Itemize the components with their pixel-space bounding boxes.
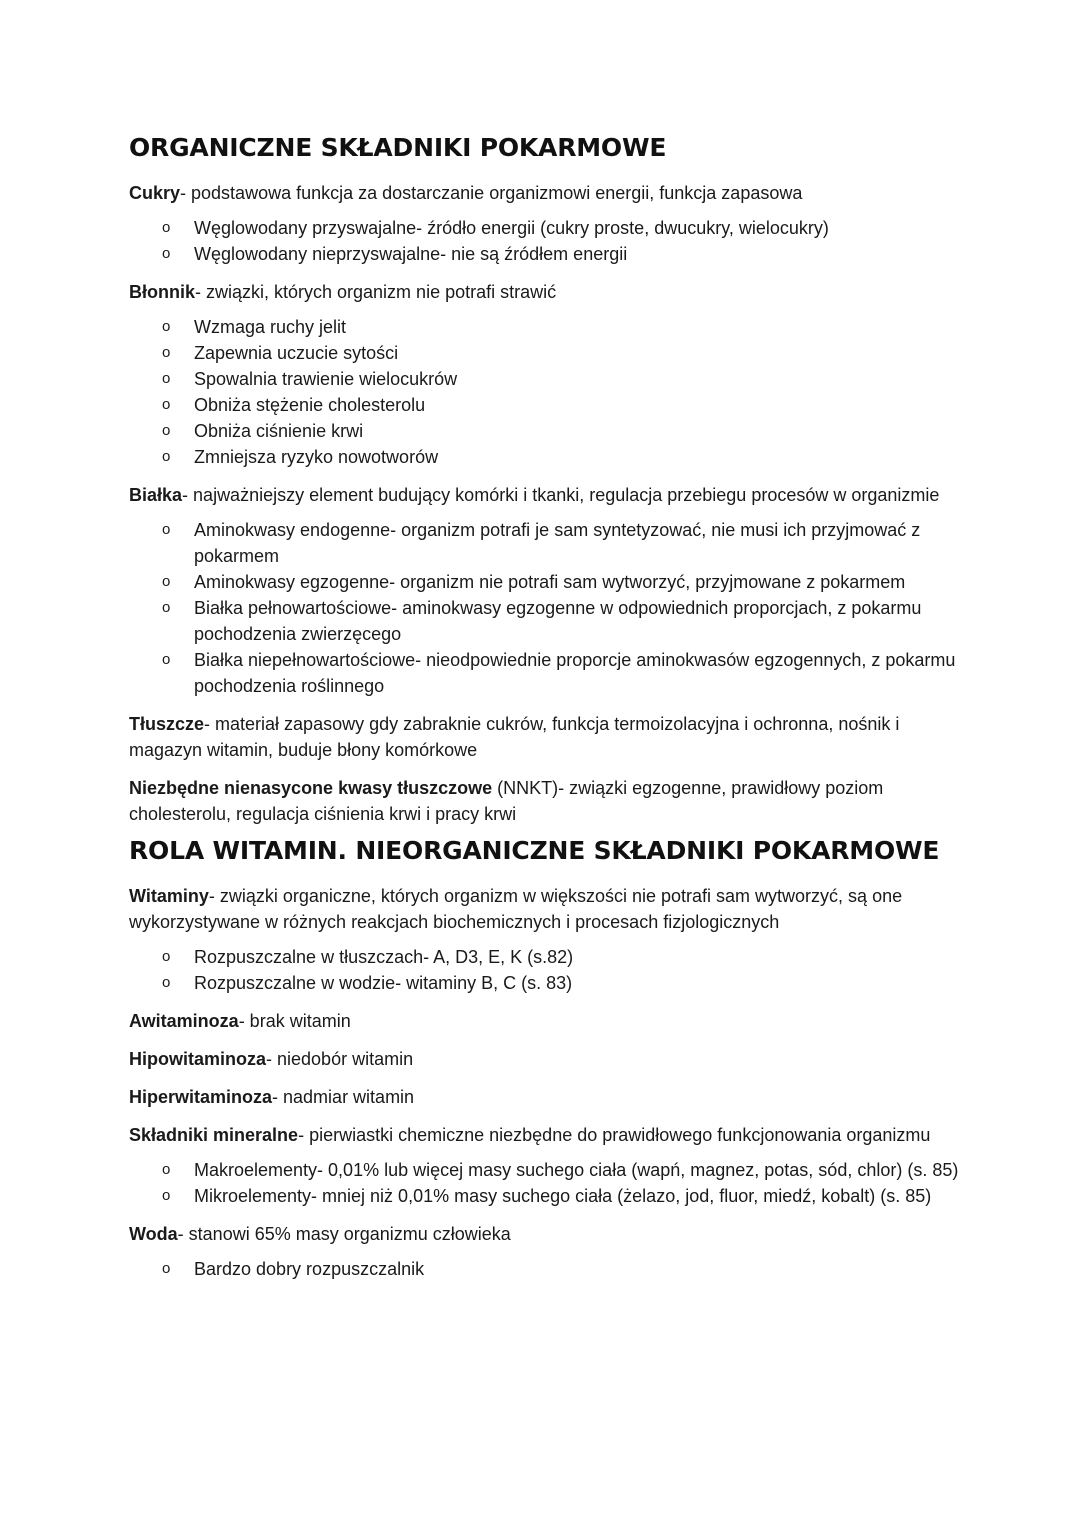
list-witaminy: [129, 944, 969, 996]
definition-nnkt: [129, 775, 969, 827]
list-bialka: [129, 517, 969, 699]
term-tluszcze: Tłuszcze: [129, 714, 205, 734]
term-bialka: Białka: [129, 485, 183, 505]
list-item: o Mikroelementy- mniej niż 0,01% masy suchego ciała (żelazo, jod, fluor, miedź, kobalt) (s. 85): [129, 1183, 969, 1209]
bullet-icon: o: [162, 344, 171, 361]
list-item: o Aminokwasy endogenne- organizm potrafi je sam syntetyzować, nie musi ich przyjmować z pokarmem: [129, 517, 969, 569]
list-item: o Obniża stężenie cholesterolu: [129, 392, 969, 418]
definition-text-cukry: - podstawowa funkcja za dostarczanie organizmowi energii, funkcja zapasowa: [180, 183, 803, 203]
list-item: o Węglowodany przyswajalne- źródło energii (cukry proste, dwucukry, wielocukry): [129, 215, 969, 241]
definition-witaminy: [129, 883, 969, 935]
document-page: [129, 128, 969, 1282]
bullet-icon: o: [162, 245, 171, 262]
definition-text-witaminy: - związki organiczne, których organizm w większości nie potrafi sam wytworzyć, są one wykorzystywane w różnych reakcjach biochemicznych i procesach fizjologicznych: [129, 886, 903, 932]
bullet-icon: o: [162, 948, 171, 965]
bullet-icon: o: [162, 370, 171, 387]
definition-text-blonnik: - związki, których organizm nie potrafi strawić: [195, 282, 557, 302]
list-item: o Białka pełnowartościowe- aminokwasy egzogenne w odpowiednich proporcjach, z pokarmu pochodzenia zwierzęcego: [129, 595, 969, 647]
list-item: o Zapewnia uczucie sytości: [129, 340, 969, 366]
term-cukry: Cukry: [129, 183, 181, 203]
definition-hiperwitaminoza: Hiperwitaminoza- nadmiar witamin: [129, 1087, 415, 1107]
term-awitaminoza: Awitaminoza: [129, 1011, 239, 1031]
list-item: o Aminokwasy egzogenne- organizm nie potrafi sam wytworzyć, przyjmowane z pokarmem: [129, 569, 969, 595]
term-woda: Woda: [129, 1224, 178, 1244]
bullet-icon: o: [162, 1161, 171, 1178]
definition-blonnik: [129, 279, 969, 305]
list-item: o Rozpuszczalne w wodzie- witaminy B, C (s. 83): [129, 970, 969, 996]
list-item: o Rozpuszczalne w tłuszczach- A, D3, E, K (s.82): [129, 944, 969, 970]
list-blonnik: [129, 314, 969, 470]
bullet-icon: o: [162, 396, 171, 413]
term-blonnik: Błonnik: [129, 282, 195, 302]
list-item: o Węglowodany nieprzyswajalne- nie są źródłem energii: [129, 241, 969, 267]
bullet-icon: o: [162, 422, 171, 439]
term-nnkt: Niezbędne nienasycone kwasy tłuszczowe: [129, 778, 493, 798]
list-item: o Białka niepełnowartościowe- nieodpowiednie proporcje aminokwasów egzogennych, z pokarmu pochodzenia roślinnego: [129, 647, 969, 699]
definition-woda: Woda- stanowi 65% masy organizmu człowieka: [129, 1224, 511, 1244]
bullet-icon: o: [162, 651, 171, 668]
bullet-icon: o: [162, 573, 171, 590]
bullet-icon: o: [162, 318, 171, 335]
definition-tluszcze: [129, 711, 969, 763]
bullet-icon: o: [162, 219, 171, 236]
bullet-icon: o: [162, 521, 171, 538]
definition-cukry: [129, 180, 969, 206]
definition-text-nnkt: (NNKT)- związki egzogenne, prawidłowy poziom cholesterolu, regulacja ciśnienia krwi i pracy krwi: [129, 778, 884, 824]
bullet-icon: o: [162, 599, 171, 616]
list-item: o Obniża ciśnienie krwi: [129, 418, 969, 444]
bullet-icon: o: [162, 974, 171, 991]
list-item: o Wzmaga ruchy jelit: [129, 314, 969, 340]
list-item: o Spowalnia trawienie wielocukrów: [129, 366, 969, 392]
definition-text-bialka: - najważniejszy element budujący komórki i tkanki, regulacja przebiegu procesów w organizmie: [182, 485, 940, 505]
list-item: o Bardzo dobry rozpuszczalnik: [129, 1256, 969, 1282]
term-witaminy: Witaminy: [129, 886, 209, 906]
section-title-organic: ORGANICZNE SKŁADNIKI POKARMOWE: [129, 133, 667, 162]
bullet-icon: o: [162, 448, 171, 465]
bullet-icon: o: [162, 1260, 171, 1277]
definition-text-tluszcze: - materiał zapasowy gdy zabraknie cukrów, funkcja termoizolacyjna i ochronna, nośnik i magazyn witamin, buduje błony komórkowe: [129, 714, 900, 760]
definition-mineralne: Składniki mineralne- pierwiastki chemiczne niezbędne do prawidłowego funkcjonowania organizmu: [129, 1125, 931, 1145]
term-mineralne: Składniki mineralne: [129, 1125, 299, 1145]
list-mineralne: [129, 1157, 969, 1209]
term-hipowitaminoza: Hipowitaminoza: [129, 1049, 267, 1069]
list-item: o Makroelementy- 0,01% lub więcej masy suchego ciała (wapń, magnez, potas, sód, chlor) (s. 85): [129, 1157, 969, 1183]
term-hiperwitaminoza: Hiperwitaminoza: [129, 1087, 273, 1107]
definition-awitaminoza: Awitaminoza- brak witamin: [129, 1011, 351, 1031]
definition-hipowitaminoza: Hipowitaminoza- niedobór witamin: [129, 1049, 414, 1069]
section-title-vitamins: ROLA WITAMIN. NIEORGANICZNE SKŁADNIKI POKARMOWE: [129, 836, 940, 865]
definition-bialka: [129, 482, 969, 508]
list-item: o Zmniejsza ryzyko nowotworów: [129, 444, 969, 470]
list-cukry: [129, 215, 969, 267]
bullet-icon: o: [162, 1187, 171, 1204]
list-woda: [129, 1256, 969, 1282]
